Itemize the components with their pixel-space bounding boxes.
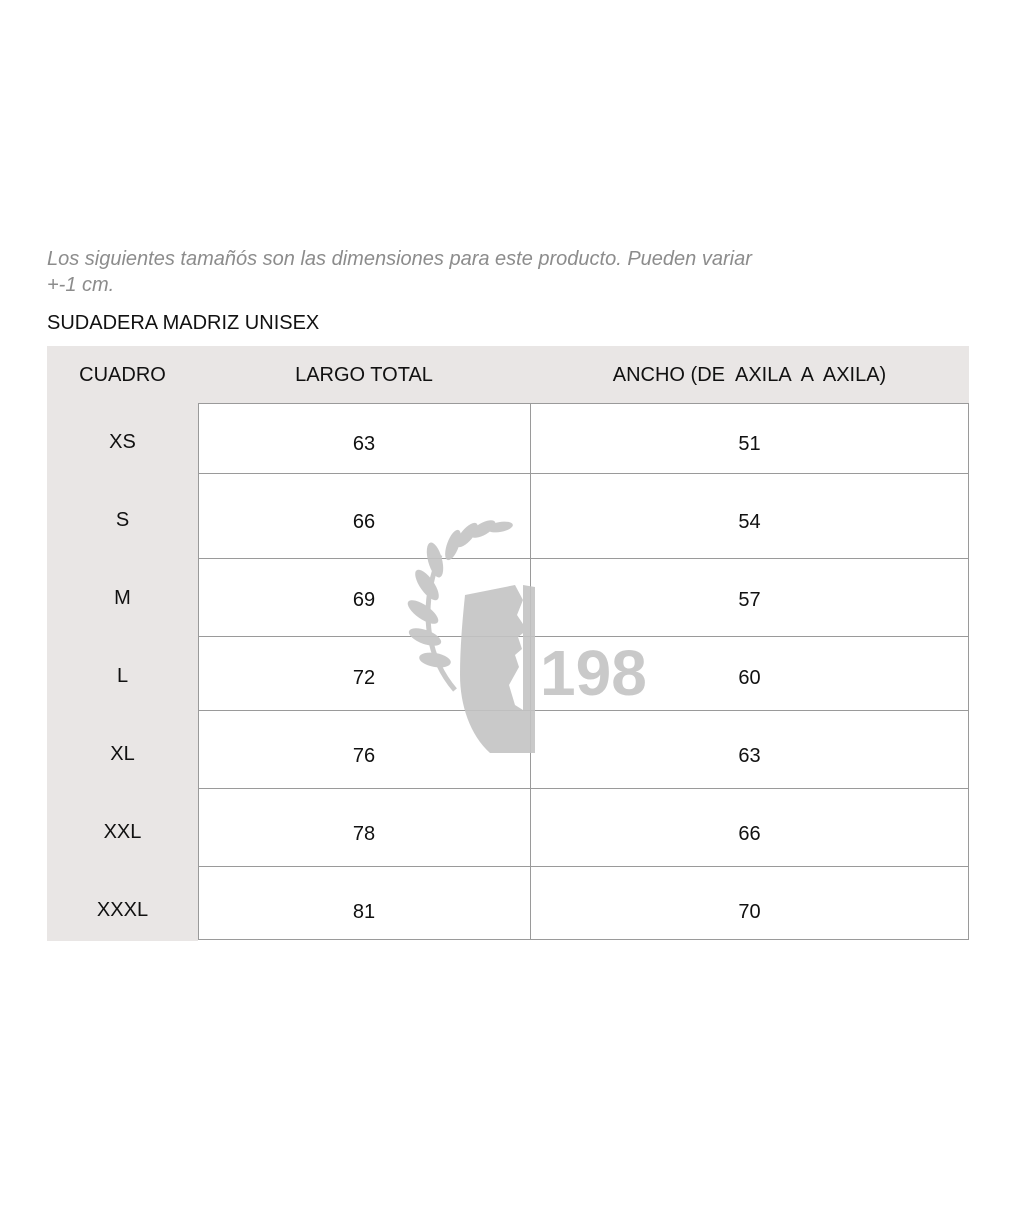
row-size-xs: XS (109, 431, 136, 453)
row-width-xs: 51 (738, 433, 761, 455)
row-width-l: 60 (738, 667, 761, 689)
row-width-xxxl: 70 (738, 901, 761, 923)
product-title: SUDADERA MADRIZ UNISEX (47, 312, 320, 334)
row-length-s: 66 (352, 511, 376, 533)
row-length-m: 69 (352, 589, 376, 611)
intro-line-2: +-1 cm. (47, 274, 115, 296)
row-divider (199, 473, 968, 474)
row-length-xxxl: 81 (352, 901, 376, 923)
row-length-xxl: 78 (352, 823, 376, 845)
row-width-xxl: 66 (738, 823, 761, 845)
row-divider (199, 788, 968, 789)
header-length: LARGO TOTAL (295, 364, 433, 386)
header-size: CUADRO (79, 364, 166, 386)
row-size-xxxl: XXXL (96, 899, 149, 921)
row-divider (199, 636, 968, 637)
row-size-s: S (115, 509, 130, 531)
size-table (47, 346, 969, 941)
row-divider (199, 866, 968, 867)
row-length-xs: 63 (352, 433, 376, 455)
header-width: ANCHO (DE AXILA A AXILA) (612, 364, 887, 386)
row-width-xl: 63 (738, 745, 761, 767)
intro-line-1: Los siguientes tamañós son las dimensiones para este producto. Pueden variar (47, 248, 752, 270)
intro-note (47, 246, 847, 298)
row-size-xxl: XXL (103, 821, 142, 843)
row-width-m: 57 (738, 589, 761, 611)
row-divider (199, 558, 968, 559)
row-divider (199, 710, 968, 711)
watermark-text: 198 (540, 637, 647, 709)
row-size-xl: XL (110, 743, 135, 765)
row-size-m: M (114, 587, 131, 609)
row-size-l: L (116, 665, 129, 687)
row-length-xl: 76 (352, 745, 376, 767)
row-width-s: 54 (738, 511, 761, 533)
row-length-l: 72 (352, 667, 376, 689)
